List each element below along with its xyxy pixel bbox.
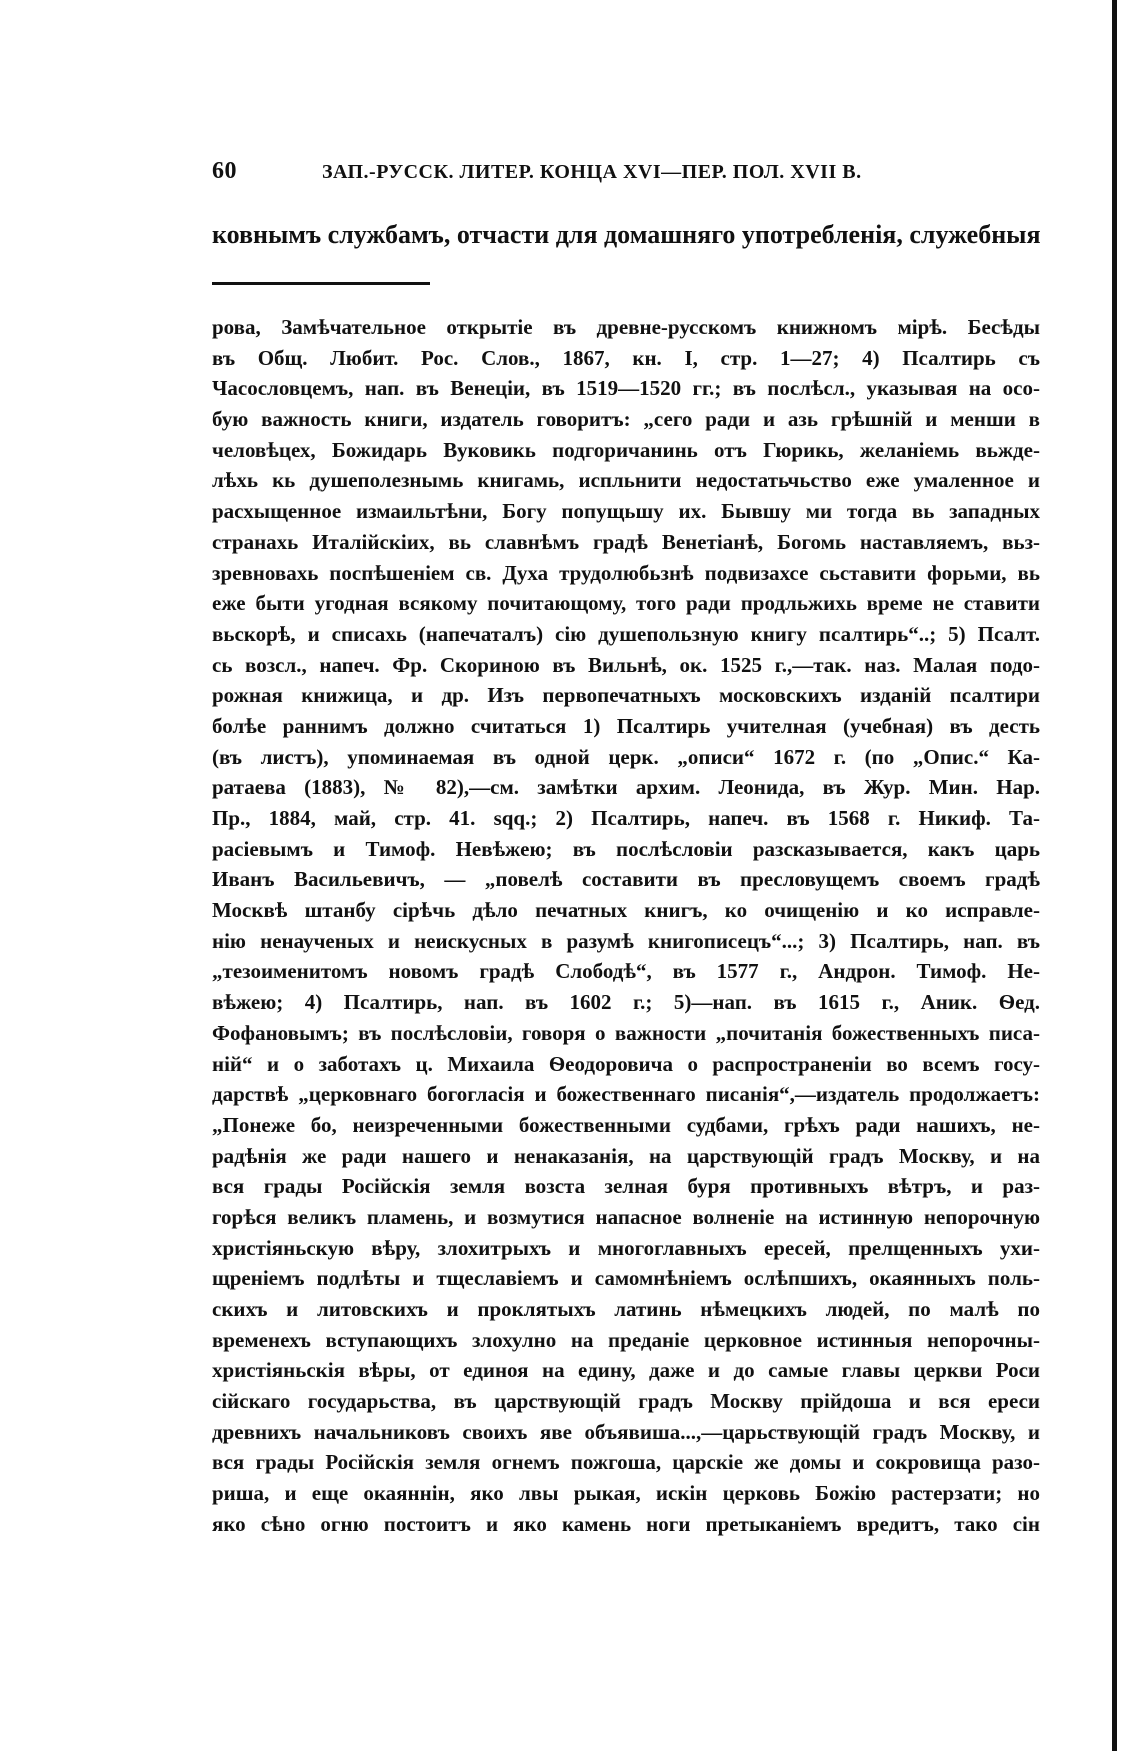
footnote-line: древнихъ начальниковъ своихъ яве объявиша...,—царьствующій градъ Москву, и (212, 1419, 1040, 1444)
footnote-line: скихъ и литовскихъ и проклятыхъ латинь нѣмецкихъ людей, по малѣ по (212, 1297, 1040, 1321)
footnote-line: сь возсл., напеч. Фр. Скориною въ Вильнѣ, ок. 1525 г.,—так. наз. Малая подо- (212, 652, 1040, 677)
footnote-line: ратаева (1883), № 82),—см. замѣтки архим. Леонида, въ Жур. Мин. Нар. (212, 775, 1040, 800)
footnote-separator (212, 282, 430, 285)
footnote-line: вся грады Російскія земля возста зелная буря противныхъ вѣтръ, и раз- (212, 1174, 1040, 1199)
running-title: ЗАП.-РУССК. ЛИТЕР. КОНЦА XVI—ПЕР. ПОЛ. XVII В. (322, 161, 862, 183)
footnote-line: яко сѣно огню постоитъ и яко камень ноги претыканіемъ вредитъ, тако сін (212, 1511, 1040, 1536)
footnote-line: Пр., 1884, май, стр. 41. sqq.; 2) Псалтирь, напеч. въ 1568 г. Никиф. Та- (212, 806, 1040, 830)
footnote-line: щреніемъ подлѣты и тщеславіемъ и самомнѣніемъ ослѣпшихъ, окаянныхъ поль- (212, 1266, 1040, 1291)
footnote-line: расхыщенное измаильтѣни, Богу попущьшу их. Бывшу ми тогда вь западных (212, 499, 1040, 524)
footnote-line: „тезоименитомъ новомъ градѣ Слободѣ“, въ 1577 г., Андрон. Тимоф. Не- (212, 959, 1040, 984)
footnote-line: ній“ и о заботахъ ц. Михаила Ѳеодоровича о распространеніи во всемъ госу- (212, 1051, 1040, 1076)
footnote-line: человѣцех, Божидарь Вуковикь подгоричанинь отъ Гюрикь, желаніемь вьжде- (212, 437, 1040, 462)
footnote-line: дарствѣ „церковнаго богогласія и божественнаго писанія“,—издатель продолжаетъ: (212, 1082, 1040, 1107)
footnote-line: бую важность книги, издатель говоритъ: „сего ради и азь грѣшній и менши в (212, 407, 1040, 432)
footnote-line: въ Общ. Любит. Рос. Слов., 1867, кн. I, стр. 1—27; 4) Псалтирь съ (212, 345, 1040, 370)
footnote-line: „Понеже бо, неизреченными божественными судбами, грѣхъ ради нашихъ, не- (212, 1112, 1040, 1137)
footnote-line: вѣжею; 4) Псалтирь, нап. въ 1602 г.; 5)—нап. въ 1615 г., Аник. Ѳед. (212, 990, 1040, 1015)
footnote-line: христіяньскую вѣру, злохитрыхъ и многоглавныхъ ересей, прелщенныхъ ухи- (212, 1235, 1040, 1260)
footnote-line: еже быти угодная всякому почитающому, того ради продльжихь време не ставити (212, 591, 1040, 616)
footnote-line: сійскаго государьства, въ царствующій градъ Москву прійдоша и вся ереси (212, 1389, 1040, 1414)
footnote-line: зревновахь поспѣшеніем св. Духа трудолюбьзнѣ подвизахсе сьставити форьми, вь (212, 560, 1040, 585)
footnote-block (212, 312, 1040, 1540)
footnote-line: рова, Замѣчательное открытіе въ древне-русскомъ книжномъ мірѣ. Бесѣды (212, 315, 1040, 339)
footnote-line: расіевымъ и Тимоф. Невѣжею; въ послѣсловіи разсказывается, какъ царь (212, 836, 1040, 861)
footnote-line: нію ненаученых и неискусных в разумѣ книгописецъ“...; 3) Псалтирь, нап. въ (212, 928, 1040, 953)
footnote-line: Иванъ Васильевичъ, — „повелѣ составити въ пресловущемъ своемъ градѣ (212, 867, 1040, 892)
footnote-line: риша, и еще окаяннін, яко лвы рыкая, искін церковь Божію растерзати; но (212, 1481, 1040, 1506)
footnote-line: христіяньскія вѣры, от единоя на едину, даже и до самые главы церкви Роси (212, 1358, 1040, 1383)
footnote-line: вся грады Російскія земля огнемъ пожгоша, царскіе же домы и сокровища разо- (212, 1450, 1040, 1475)
page-edge-rule (1112, 0, 1117, 1751)
footnote-line: Часословцемъ, нап. въ Венеціи, въ 1519—1520 гг.; въ послѣсл., указывая на осо- (212, 376, 1040, 401)
page-header (212, 158, 1040, 188)
page-number: 60 (212, 158, 237, 184)
footnote-line: временехъ вступающихъ злохулно на преданіе церковное истинныя непорочны- (212, 1327, 1040, 1352)
footnote-line: (въ листъ), упоминаемая въ одной церк. „описи“ 1672 г. (по „Опис.“ Ка- (212, 744, 1040, 769)
footnote-line: рожная книжица, и др. Изъ первопечатныхъ московскихъ изданій псалтири (212, 683, 1040, 708)
footnote-line: Фофановымъ; въ послѣсловіи, говоря о важности „почитанія божественныхъ писа- (212, 1020, 1040, 1045)
main-text-line: ковнымъ службамъ, отчасти для домашняго употребленія, служебныя (212, 220, 1041, 249)
footnote-line: радѣнія же ради нашего и ненаказанія, на царствующій градъ Москву, и на (212, 1143, 1040, 1168)
footnote-line: Москвѣ штанбу сірѣчь дѣло печатных книгъ, ко очищенію и ко исправле- (212, 898, 1040, 923)
footnote-line: болѣе раннимъ должно считаться 1) Псалтирь учителная (учебная) въ десть (212, 713, 1040, 738)
footnote-line: горѣся великъ пламень, и возмутися напасное волненіе на истинную непорочную (212, 1204, 1040, 1229)
footnote-line: лѣхь кь душеполезнымь книгамь, испльнити недостатьчьство еже умаленное и (212, 468, 1040, 493)
footnote-line: странахь Италійскіих, вь славнѣмъ градѣ Венетіанѣ, Богомь наставляемъ, вьз- (212, 529, 1040, 554)
footnote-line: вьскорѣ, и списахь (напечаталъ) сію душепользную книгу псалтирь“..; 5) Псалт. (212, 621, 1040, 646)
